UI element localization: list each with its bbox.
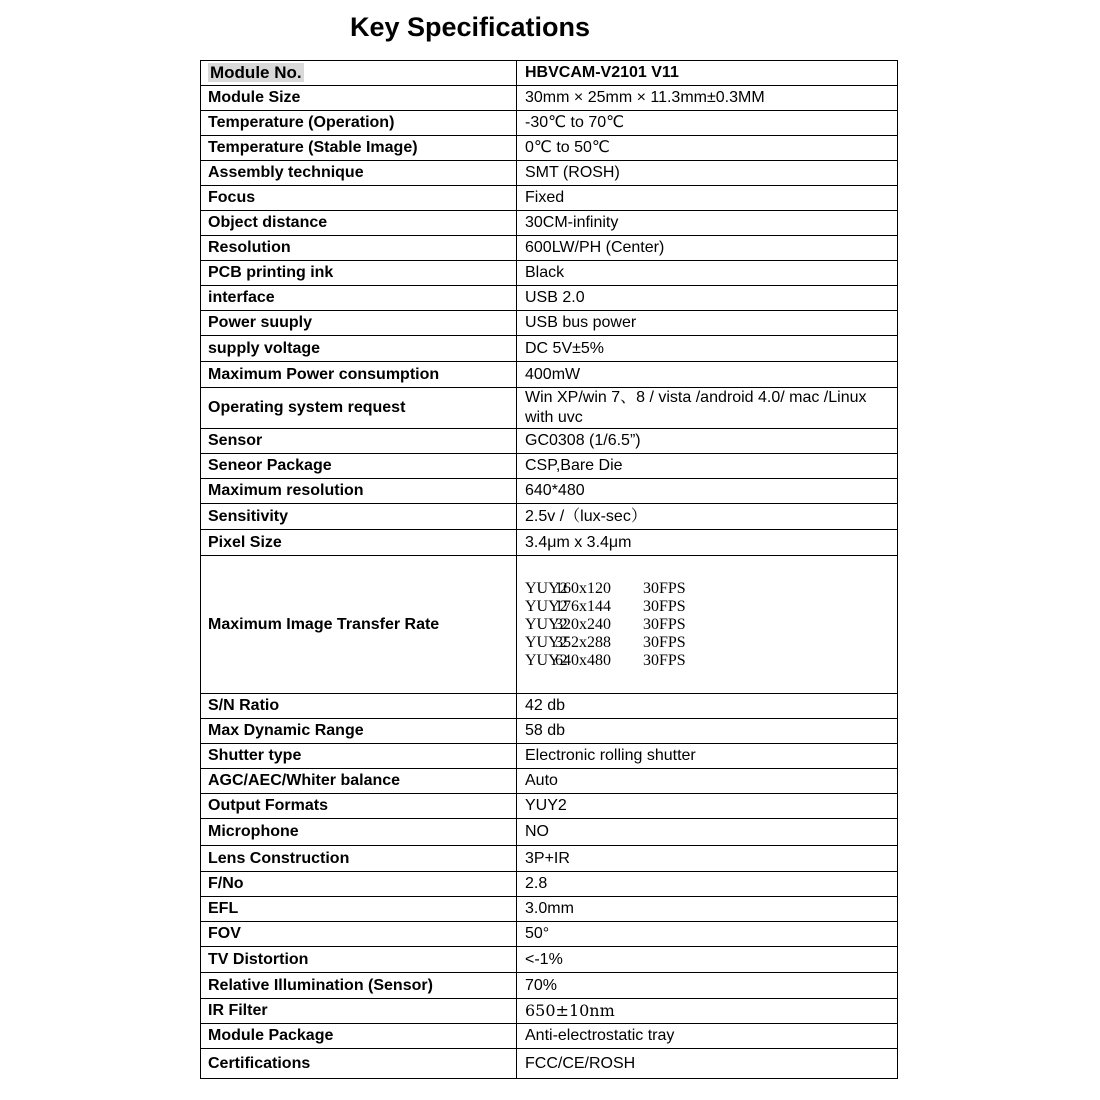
rate-resolution: 176x144 <box>555 597 611 615</box>
rate-resolution: 320x240 <box>555 615 611 633</box>
spec-label: Relative Illumination (Sensor) <box>201 973 517 999</box>
rate-format: YUY2 <box>525 651 568 669</box>
spec-label: Temperature (Stable Image) <box>201 136 517 161</box>
module-no-label: Module No. <box>210 62 302 82</box>
spec-value: 2.8 <box>517 872 898 897</box>
spec-value: 650±10nm <box>517 999 898 1024</box>
spec-value: Electronic rolling shutter <box>517 744 898 769</box>
spec-value: USB 2.0 <box>517 286 898 311</box>
spec-value: CSP,Bare Die <box>517 454 898 479</box>
spec-label: Operating system request <box>201 388 517 429</box>
table-row <box>201 872 898 897</box>
table-row <box>201 86 898 111</box>
spec-label: Microphone <box>201 819 517 846</box>
spec-label: supply voltage <box>201 336 517 362</box>
spec-value: 42 db <box>517 694 898 719</box>
spec-label: Lens Construction <box>201 846 517 872</box>
spec-value: 2.5v /（lux-sec） <box>517 504 898 530</box>
spec-label: PCB printing ink <box>201 261 517 286</box>
table-row <box>201 388 898 429</box>
spec-label: S/N Ratio <box>201 694 517 719</box>
spec-value: YUY2 <box>517 794 898 819</box>
spec-value: Anti-electrostatic tray <box>517 1024 898 1049</box>
rate-fps: 30FPS <box>643 651 686 669</box>
rate-format: YUY2 <box>525 615 568 633</box>
rate-resolution: 640x480 <box>555 651 611 669</box>
spec-label: Max Dynamic Range <box>201 719 517 744</box>
spec-value: Win XP/win 7、8 / vista /android 4.0/ mac /Linux with uvc <box>517 388 898 429</box>
rate-fps: 30FPS <box>643 615 686 633</box>
spec-label: Temperature (Operation) <box>201 111 517 136</box>
spec-value: 3P+IR <box>517 846 898 872</box>
spec-label: Pixel Size <box>201 530 517 556</box>
table-row <box>201 311 898 336</box>
table-row <box>201 744 898 769</box>
table-row <box>201 973 898 999</box>
spec-label: AGC/AEC/Whiter balance <box>201 769 517 794</box>
table-row <box>201 897 898 922</box>
table-row <box>201 719 898 744</box>
table-row <box>201 922 898 947</box>
spec-label: Focus <box>201 186 517 211</box>
rate-format: YUY2 <box>525 597 568 615</box>
spec-value: GC0308 (1/6.5”) <box>517 429 898 454</box>
transfer-rate-item <box>525 616 897 634</box>
table-row <box>201 211 898 236</box>
spec-value: Black <box>517 261 898 286</box>
spec-label: Module Size <box>201 86 517 111</box>
table-row <box>201 769 898 794</box>
spec-value: -30℃ to 70℃ <box>517 111 898 136</box>
transfer-rate-item <box>525 634 897 652</box>
transfer-rate-item <box>525 652 897 670</box>
spec-value: 640*480 <box>517 479 898 504</box>
spec-value: 3.4μm x 3.4μm <box>517 530 898 556</box>
spec-label: Maximum Power consumption <box>201 362 517 388</box>
spec-label: TV Distortion <box>201 947 517 973</box>
spec-value: 58 db <box>517 719 898 744</box>
table-row <box>201 336 898 362</box>
spec-value: 50° <box>517 922 898 947</box>
spec-value: Fixed <box>517 186 898 211</box>
spec-label: Sensor <box>201 429 517 454</box>
table-row <box>201 556 898 694</box>
spec-label: EFL <box>201 897 517 922</box>
spec-value: 30CM-infinity <box>517 211 898 236</box>
table-row <box>201 454 898 479</box>
spec-table <box>200 60 898 1079</box>
table-row <box>201 61 898 86</box>
rate-resolution: 352x288 <box>555 633 611 651</box>
table-row <box>201 362 898 388</box>
spec-value: 600LW/PH (Center) <box>517 236 898 261</box>
spec-label: Output Formats <box>201 794 517 819</box>
spec-label: F/No <box>201 872 517 897</box>
rate-fps: 30FPS <box>643 579 686 597</box>
table-row <box>201 846 898 872</box>
spec-label: Power suuply <box>201 311 517 336</box>
table-row <box>201 694 898 719</box>
table-row <box>201 429 898 454</box>
spec-value: 0℃ to 50℃ <box>517 136 898 161</box>
table-row <box>201 286 898 311</box>
table-row <box>201 794 898 819</box>
table-row <box>201 530 898 556</box>
rate-fps: 30FPS <box>643 633 686 651</box>
table-row <box>201 236 898 261</box>
module-no-value: HBVCAM-V2101 V11 <box>517 61 898 86</box>
rate-format: YUY2 <box>525 579 568 597</box>
table-row <box>201 186 898 211</box>
spec-value: DC 5V±5% <box>517 336 898 362</box>
table-row <box>201 161 898 186</box>
spec-value: 400mW <box>517 362 898 388</box>
spec-value: 30mm × 25mm × 11.3mm±0.3MM <box>517 86 898 111</box>
table-row <box>201 136 898 161</box>
module-no-label-cell <box>201 61 517 86</box>
table-row <box>201 1024 898 1049</box>
transfer-rate-item <box>525 598 897 616</box>
table-row <box>201 111 898 136</box>
table-row <box>201 261 898 286</box>
table-row <box>201 999 898 1024</box>
spec-value: 70% <box>517 973 898 999</box>
spec-value: FCC/CE/ROSH <box>517 1049 898 1079</box>
table-row <box>201 504 898 530</box>
spec-label: Seneor Package <box>201 454 517 479</box>
spec-label: Maximum resolution <box>201 479 517 504</box>
spec-value: <-1% <box>517 947 898 973</box>
spec-label: Resolution <box>201 236 517 261</box>
spec-label: FOV <box>201 922 517 947</box>
spec-label: Maximum Image Transfer Rate <box>201 556 517 694</box>
rate-format: YUY2 <box>525 633 568 651</box>
spec-label: Assembly technique <box>201 161 517 186</box>
spec-label: interface <box>201 286 517 311</box>
spec-value: 3.0mm <box>517 897 898 922</box>
table-row <box>201 479 898 504</box>
table-row <box>201 1049 898 1079</box>
spec-label: Module Package <box>201 1024 517 1049</box>
spec-value: NO <box>517 819 898 846</box>
spec-value: USB bus power <box>517 311 898 336</box>
table-row <box>201 819 898 846</box>
table-row <box>201 947 898 973</box>
spec-value: Auto <box>517 769 898 794</box>
spec-label: Shutter type <box>201 744 517 769</box>
spec-value: SMT (ROSH) <box>517 161 898 186</box>
transfer-rate-item <box>525 580 897 598</box>
transfer-rate-list <box>517 556 898 694</box>
rate-resolution: 160x120 <box>555 579 611 597</box>
spec-label: Certifications <box>201 1049 517 1079</box>
spec-label: Object distance <box>201 211 517 236</box>
spec-label: Sensitivity <box>201 504 517 530</box>
page-title: Key Specifications <box>349 12 591 42</box>
rate-fps: 30FPS <box>643 597 686 615</box>
spec-label: IR Filter <box>201 999 517 1024</box>
